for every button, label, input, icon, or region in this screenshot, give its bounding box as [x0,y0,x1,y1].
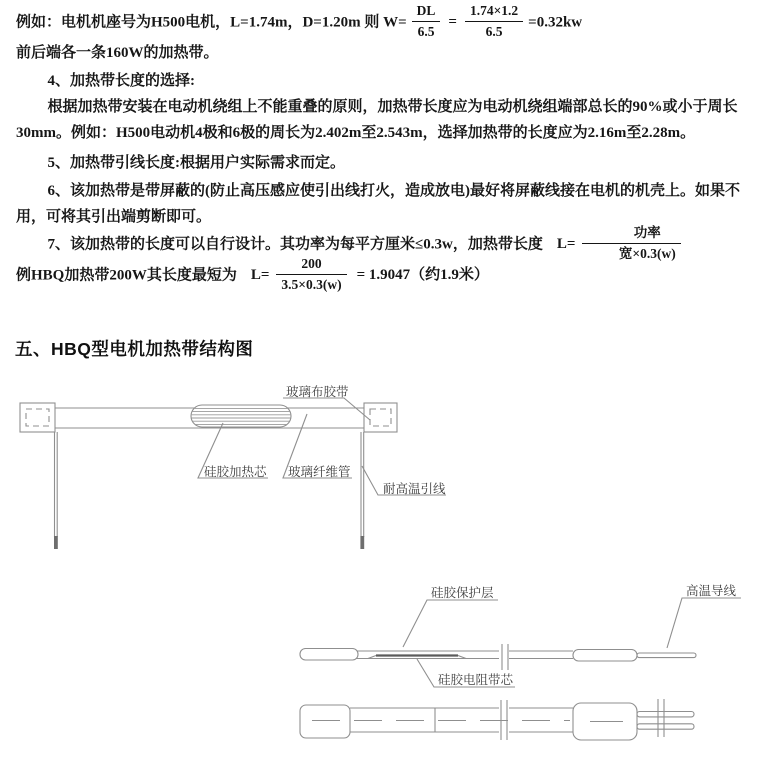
equals-sign: = [448,14,457,31]
paragraph-example-note: 前后端各一条160W的加热带。 [16,45,219,61]
fraction-denominator: 6.5 [485,23,503,39]
paragraph-item5: 5、加热带引线长度:根据用户实际需求而定。 [47,155,345,171]
label-silicone-heating-core: 硅胶加热芯 [204,465,267,479]
label-silicone-resistance-core: 硅胶电阻带芯 [438,673,514,687]
section-heading: 五、HBQ型电机加热带结构图 [15,339,254,359]
example-result: =0.32kw [528,14,583,31]
paragraph-item6: 6、该加热带是带屏蔽的(防止高压感应使引出线打火，造成放电)最好将屏蔽线接在电机的机壳上。如果不用，可将其引出端剪断即可。 [16,183,740,225]
item7-prefix: 7、该加热带的长度可以自行设计。其功率为每平方厘米≤0.3w，加热带长度 [47,236,543,253]
fraction-denominator: 6.5 [417,23,435,39]
fraction-denominator: 3.5×0.3(w) [281,276,342,292]
item7-example-result: = 1.9047（约1.9米） [356,267,489,284]
wire-tip [360,536,364,549]
top-view-wire-upper [637,712,694,717]
l-equals: L= [250,267,270,284]
fraction-numerator: DL [412,2,441,22]
side-view-right-end [573,650,637,662]
wire-tip [54,536,58,549]
fraction-denominator: 宽×0.3(w) [618,245,676,261]
item7-example-prefix: 例HBQ加热带200W其长度最短为 [16,267,237,284]
label-glass-cloth-tape: 玻璃布胶带 [286,385,349,399]
side-view-band [300,644,696,670]
fraction-dl-over-6-5 [412,2,441,40]
band-structure-diagram [0,372,470,564]
l-equals: L= [556,236,576,253]
paragraph-example-formula [16,4,750,42]
fraction-numerator: 功率 [582,224,680,244]
silicone-heating-core-shape [188,405,294,427]
lead-wire-right [360,432,364,549]
fraction-numerator: 200 [276,255,346,275]
paragraph-item4-body: 根据加热带安装在电动机绕组上不能重叠的原则，加热带长度应为电动机绕组端部总长的90%或小于周长30mm。例如：H500电动机4极和6极的周长为2.402m至2.543m，选择加热带的长度应为2.16m至2.28m。 [16,99,738,141]
top-view-left-end [300,705,350,738]
band-views-diagram [280,578,760,766]
paragraph-item7-example [16,257,750,295]
paragraph-item4-title: 4、加热带长度的选择: [47,73,195,89]
example-prefix: 例如：电机机座号为H500电机，L=1.74m，D=1.20m 则 W= [16,14,407,31]
left-terminal-block [20,403,55,432]
right-terminal-block [364,403,397,432]
fraction-200-over-35x03 [276,255,346,293]
label-high-temp-wire: 高温导线 [686,584,737,598]
fraction-numerator: 1.74×1.2 [465,2,523,22]
lead-wire-left [54,432,58,549]
label-high-temp-lead: 耐高温引线 [383,482,446,496]
top-view-band [300,699,694,740]
label-glass-fiber-tube: 玻璃纤维管 [288,465,351,479]
top-view-wire-lower [637,724,694,729]
side-view-lead-wire [637,653,696,658]
side-view-left-end [300,649,358,661]
label-silicone-protective-layer: 硅胶保护层 [431,586,494,600]
fraction-174x12-over-6-5 [465,2,523,40]
